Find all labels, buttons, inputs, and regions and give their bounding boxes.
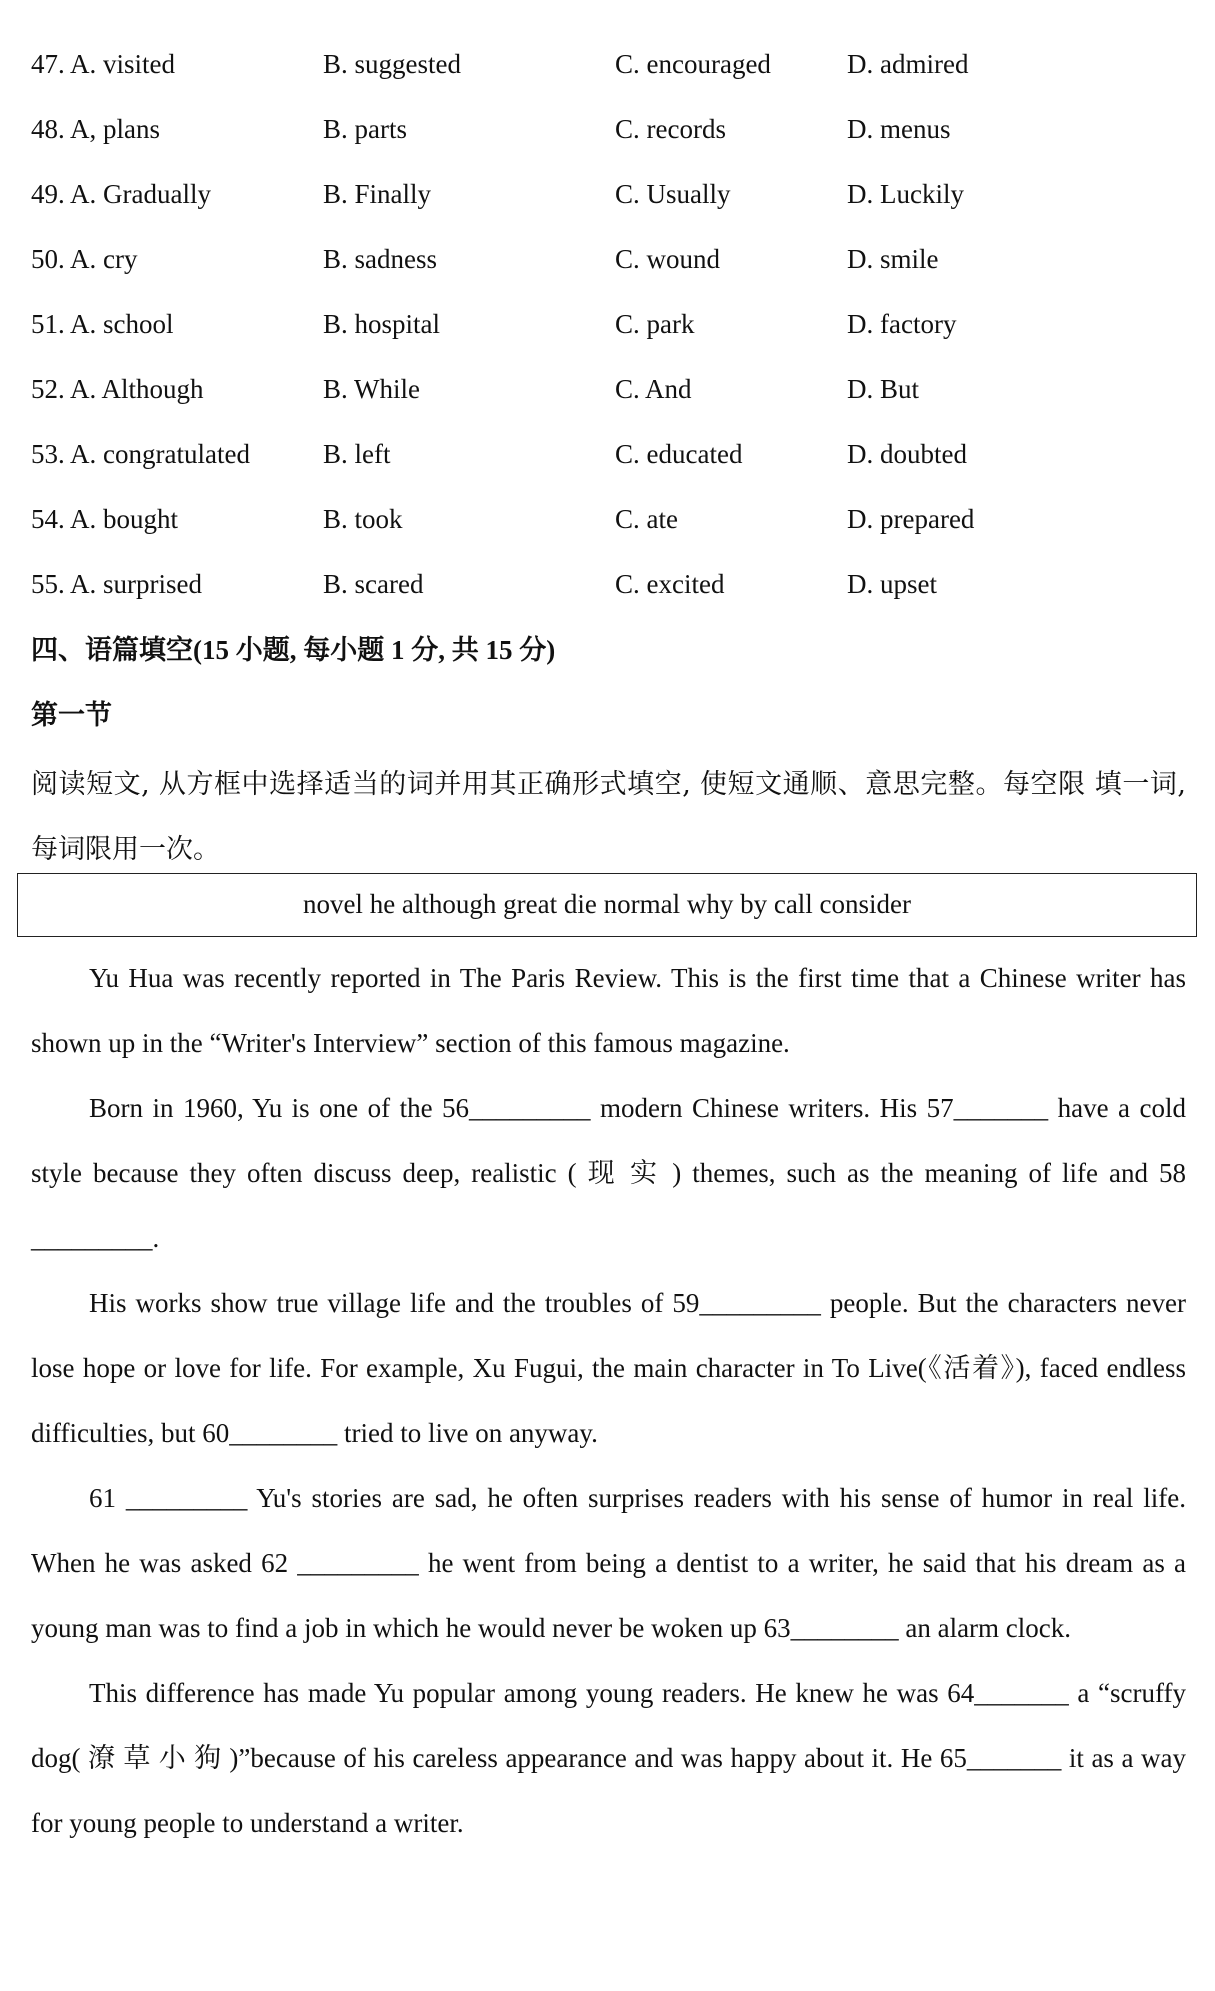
option-c: C. And [615, 374, 692, 404]
word-bank-box: novel he although great die normal why by call consider [17, 873, 1197, 937]
option-row [31, 558, 1191, 623]
choice-options [31, 38, 1191, 623]
option-c: C. encouraged [615, 49, 771, 79]
option-d: D. prepared [847, 504, 975, 534]
option-a: 48. A, plans [31, 114, 161, 144]
option-a: 50. A. cry [31, 244, 138, 274]
option-d: D. menus [847, 114, 951, 144]
option-a: 47. A. visited [31, 49, 176, 79]
option-b: B. left [323, 439, 391, 469]
option-d: D. But [847, 374, 920, 404]
subsection-title: 第一节 [31, 700, 112, 730]
option-row [31, 428, 1191, 493]
option-c: C. Usually [615, 179, 731, 209]
option-row [31, 103, 1191, 168]
option-c: C. records [615, 114, 726, 144]
passage-paragraph: His works show true village life and the troubles of 59_________ people. But the characters never lose hope or love for life. For example, Xu Fugui, the main character in To Live(《活着》), faced endless difficulties, but 60________ tried to live on anyway. [31, 1288, 1186, 1448]
section-title: 四、语篇填空(15 小题, 每小题 1 分, 共 15 分) [31, 635, 556, 665]
option-b: B. parts [323, 114, 407, 144]
passage-paragraph: This difference has made Yu popular among young readers. He knew he was 64_______ a “scruffy dog( 潦 草 小 狗 )”because of his careless appearance and was happy about it. He 65_______ it as a way for young people to understand a writer. [31, 1678, 1186, 1838]
option-row [31, 493, 1191, 558]
reading-passage [31, 946, 1186, 1856]
option-d: D. doubted [847, 439, 967, 469]
option-row [31, 38, 1191, 103]
option-a: 49. A. Gradually [31, 179, 211, 209]
option-b: B. scared [323, 569, 424, 599]
option-b: B. sadness [323, 244, 437, 274]
option-a: 51. A. school [31, 309, 174, 339]
passage-paragraph: 61 _________ Yu's stories are sad, he often surprises readers with his sense of humor in real life. When he was asked 62 _________ he went from being a dentist to a writer, he said that his dream as a young man was to find a job in which he would never be woken up 63________ an alarm clock. [31, 1483, 1186, 1643]
option-row [31, 298, 1191, 363]
instructions: 阅读短文, 从方框中选择适当的词并用其正确形式填空, 使短文通顺、意思完整。每空限 填一词, 每词限用一次。 [31, 769, 1186, 865]
option-d: D. upset [847, 569, 937, 599]
option-d: D. smile [847, 244, 939, 274]
option-row [31, 363, 1191, 428]
option-a: 53. A. congratulated [31, 439, 250, 469]
option-c: C. wound [615, 244, 721, 274]
option-d: D. Luckily [847, 179, 964, 209]
option-d: D. admired [847, 49, 969, 79]
option-d: D. factory [847, 309, 957, 339]
option-a: 54. A. bought [31, 504, 179, 534]
option-c: C. ate [615, 504, 678, 534]
option-c: C. educated [615, 439, 743, 469]
option-b: B. suggested [323, 49, 461, 79]
option-row [31, 233, 1191, 298]
passage-paragraph: Born in 1960, Yu is one of the 56_________ modern Chinese writers. His 57_______ have a cold style because they often discuss deep, realistic ( 现 实 ) themes, such as the meaning of life and 58 _________. [31, 1093, 1186, 1253]
option-b: B. hospital [323, 309, 441, 339]
option-b: B. Finally [323, 179, 432, 209]
option-a: 52. A. Although [31, 374, 204, 404]
option-c: C. park [615, 309, 695, 339]
option-c: C. excited [615, 569, 725, 599]
option-b: B. took [323, 504, 403, 534]
passage-paragraph: Yu Hua was recently reported in The Paris Review. This is the first time that a Chinese writer has shown up in the “Writer's Interview” section of this famous magazine. [31, 963, 1186, 1058]
option-row [31, 168, 1191, 233]
option-a: 55. A. surprised [31, 569, 202, 599]
option-b: B. While [323, 374, 420, 404]
